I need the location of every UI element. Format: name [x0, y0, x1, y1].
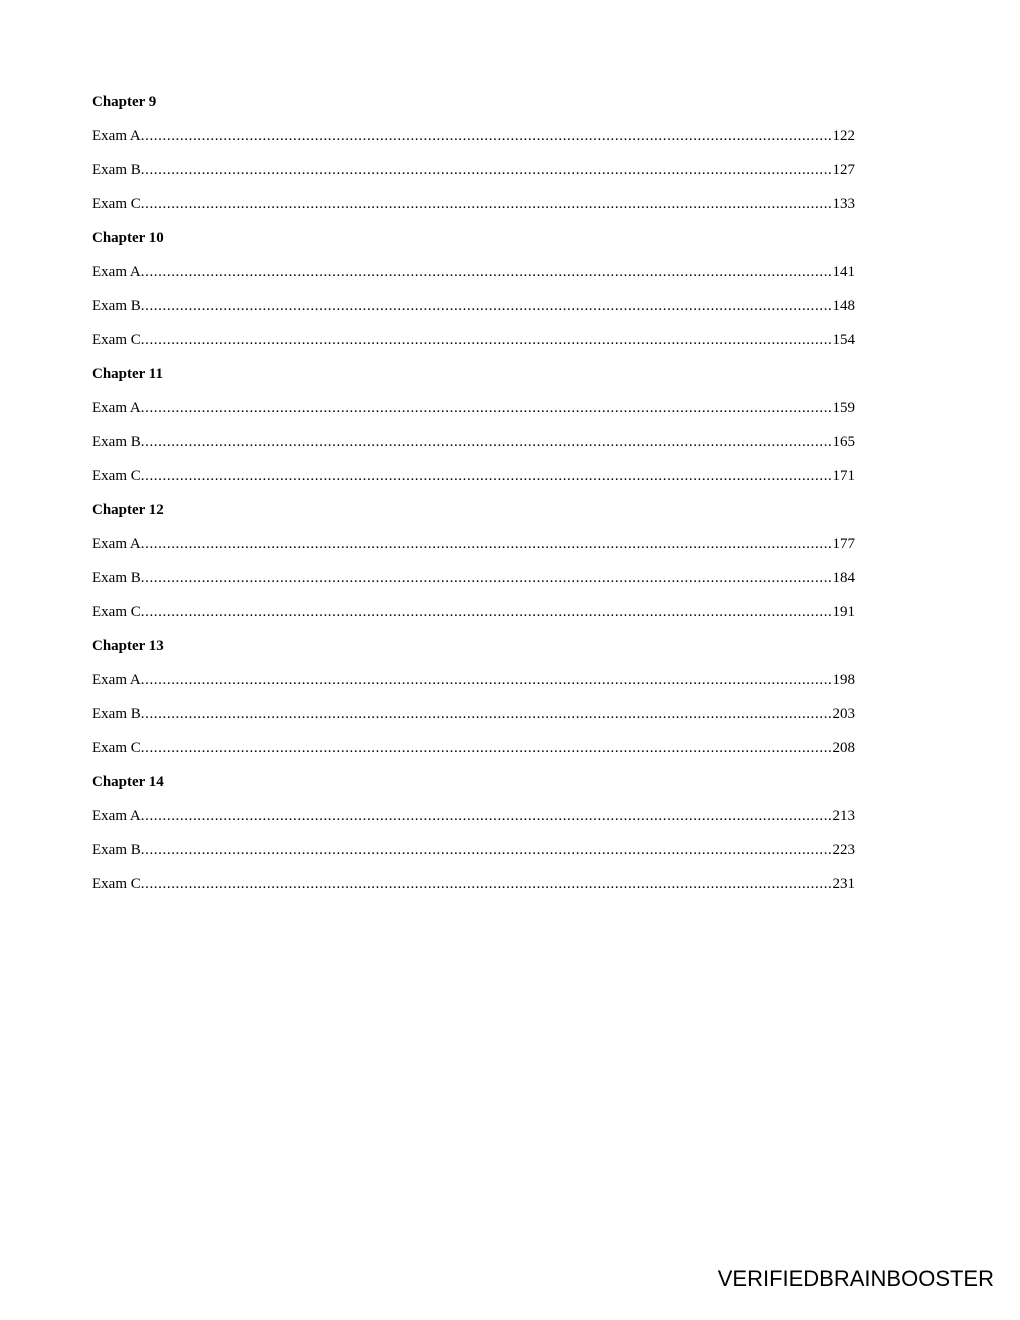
dot-leader [141, 532, 833, 556]
dot-leader [141, 158, 833, 182]
dot-leader [141, 702, 833, 726]
toc-entry[interactable] [92, 192, 855, 226]
toc-entry[interactable] [92, 158, 855, 192]
dot-leader [141, 600, 833, 624]
dot-leader [141, 430, 833, 454]
entry-label: Exam B [92, 434, 141, 450]
dot-leader [141, 668, 833, 692]
entry-page-number: 133 [832, 196, 855, 212]
entry-page-number: 203 [832, 706, 855, 722]
chapter-heading: Chapter 12 [92, 502, 164, 518]
entry-label: Exam B [92, 706, 141, 722]
dot-leader [141, 328, 833, 352]
dot-leader [141, 294, 833, 318]
toc-entry[interactable] [92, 532, 855, 566]
entry-page-number: 148 [832, 298, 855, 314]
chapter-heading: Chapter 10 [92, 230, 164, 246]
toc-entry[interactable] [92, 804, 855, 838]
entry-page-number: 213 [832, 808, 855, 824]
entry-page-number: 223 [832, 842, 855, 858]
entry-label: Exam B [92, 298, 141, 314]
entry-label: Exam B [92, 162, 141, 178]
toc-entry[interactable] [92, 702, 855, 736]
chapter-heading: Chapter 13 [92, 638, 164, 654]
chapter-heading: Chapter 14 [92, 774, 164, 790]
entry-page-number: 171 [832, 468, 855, 484]
dot-leader [141, 804, 833, 828]
dot-leader [141, 192, 833, 216]
toc-entry[interactable] [92, 294, 855, 328]
entry-page-number: 165 [832, 434, 855, 450]
toc-entry[interactable] [92, 566, 855, 600]
entry-page-number: 177 [832, 536, 855, 552]
entry-page-number: 127 [832, 162, 855, 178]
toc-entry[interactable] [92, 600, 855, 634]
entry-page-number: 184 [832, 570, 855, 586]
entry-page-number: 191 [832, 604, 855, 620]
entry-page-number: 159 [832, 400, 855, 416]
toc-entry[interactable] [92, 124, 855, 158]
dot-leader [141, 736, 833, 760]
dot-leader [141, 566, 833, 590]
entry-label: Exam C [92, 196, 141, 212]
watermark-text: VERIFIEDBRAINBOOSTER [717, 1266, 994, 1291]
entry-label: Exam B [92, 842, 141, 858]
toc-entry[interactable] [92, 260, 855, 294]
entry-page-number: 122 [832, 128, 855, 144]
dot-leader [141, 124, 833, 148]
toc-entry[interactable] [92, 328, 855, 362]
entry-label: Exam C [92, 740, 141, 756]
toc-entry[interactable] [92, 396, 855, 430]
entry-label: Exam A [92, 400, 141, 416]
dot-leader [141, 260, 833, 284]
entry-label: Exam C [92, 604, 141, 620]
table-of-contents [92, 90, 855, 906]
dot-leader [141, 872, 833, 896]
entry-page-number: 141 [832, 264, 855, 280]
chapter-heading: Chapter 9 [92, 94, 157, 110]
entry-label: Exam C [92, 332, 141, 348]
entry-label: Exam C [92, 876, 141, 892]
entry-label: Exam A [92, 672, 141, 688]
toc-entry[interactable] [92, 464, 855, 498]
chapter-heading: Chapter 11 [92, 366, 163, 382]
toc-entry[interactable] [92, 430, 855, 464]
toc-entry[interactable] [92, 872, 855, 906]
toc-entry[interactable] [92, 736, 855, 770]
entry-label: Exam A [92, 536, 141, 552]
entry-label: Exam A [92, 264, 141, 280]
toc-entry[interactable] [92, 668, 855, 702]
entry-page-number: 231 [832, 876, 855, 892]
entry-label: Exam C [92, 468, 141, 484]
dot-leader [141, 396, 833, 420]
entry-label: Exam A [92, 128, 141, 144]
entry-page-number: 154 [832, 332, 855, 348]
entry-label: Exam B [92, 570, 141, 586]
entry-label: Exam A [92, 808, 141, 824]
dot-leader [141, 464, 833, 488]
entry-page-number: 198 [832, 672, 855, 688]
entry-page-number: 208 [832, 740, 855, 756]
toc-entry[interactable] [92, 838, 855, 872]
dot-leader [141, 838, 833, 862]
